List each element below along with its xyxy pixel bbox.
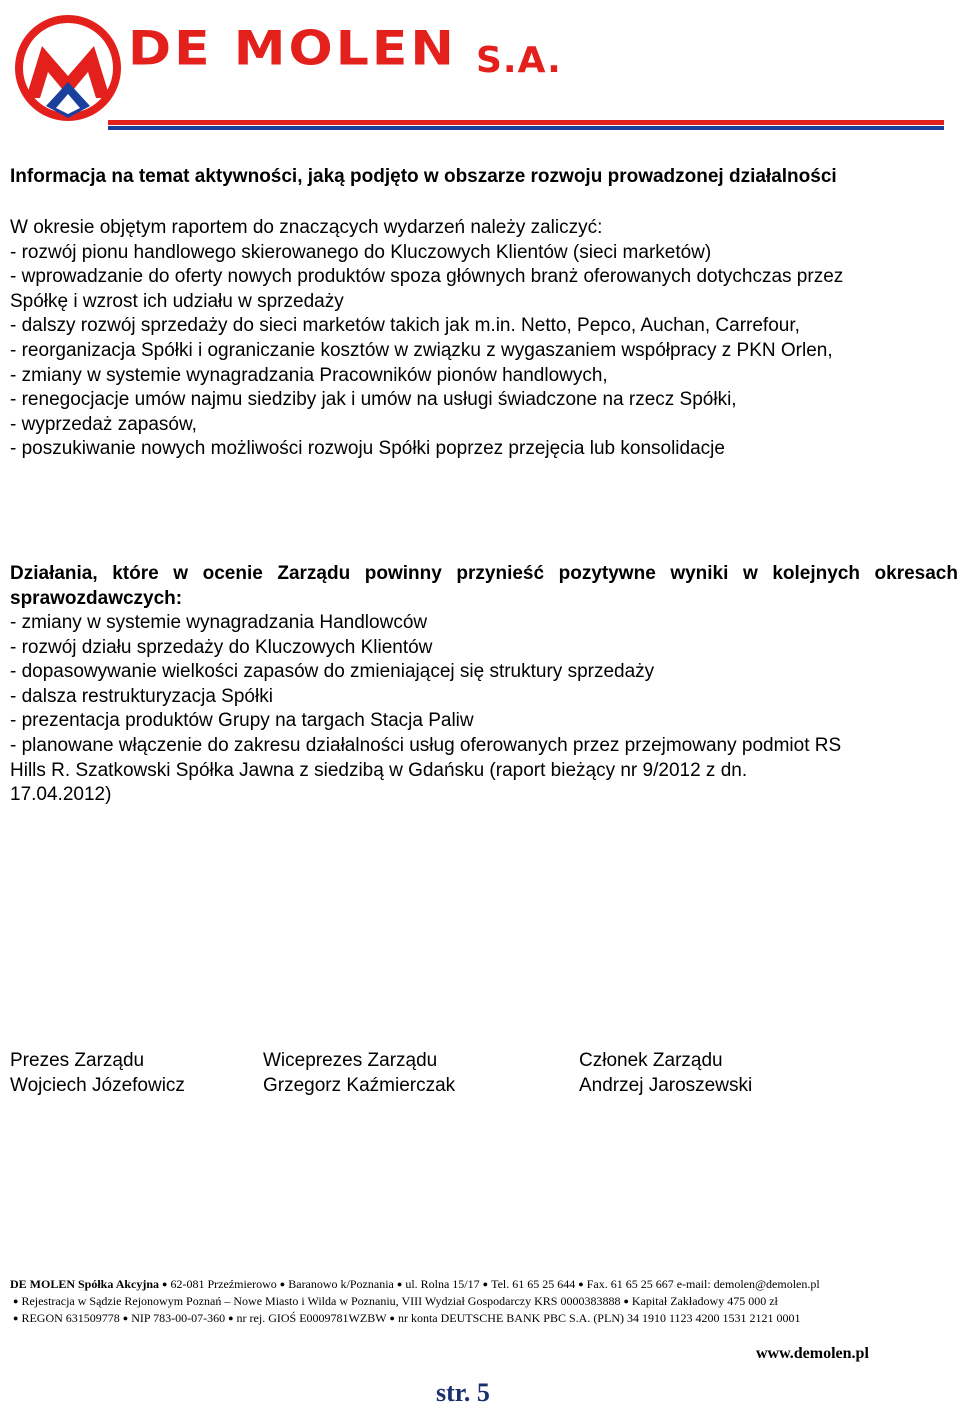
- website-link[interactable]: www.demolen.pl: [756, 1345, 869, 1362]
- list-item: - rozwój pionu handlowego skierowanego do Kluczowych Klientów (sieci marketów): [10, 241, 712, 263]
- footer-item: 62-081 Przeźmierowo: [170, 1277, 277, 1291]
- bullet-icon: ●: [228, 1313, 234, 1323]
- list-item: - poszukiwanie nowych możliwości rozwoju Spółki poprzez przejęcia lub konsolidacje: [10, 438, 725, 460]
- list-item: - wyprzedaż zapasów,: [10, 413, 197, 435]
- footer-item: REGON 631509778: [21, 1311, 120, 1325]
- list-item: Hills R. Szatkowski Spółka Jawna z siedzibą w Gdańsku (raport bieżący nr 9/2012 z dn.: [10, 759, 748, 781]
- signature-name: Grzegorz Kaźmierczak: [263, 1075, 456, 1096]
- activity-list: [10, 216, 843, 462]
- list-item: - reorganizacja Spółki i ograniczanie kosztów w związku z wygaszaniem współpracy z PKN Orlen,: [10, 339, 833, 361]
- bullet-icon: ●: [578, 1279, 584, 1289]
- list-item: - dalsza restrukturyzacja Spółki: [10, 685, 273, 707]
- list-item: W okresie objętym raportem do znaczących wydarzeń należy zaliczyć:: [10, 217, 603, 238]
- section-heading-activity: Informacja na temat aktywności, jaką podjęto w obszarze rozwoju prowadzonej działalności: [10, 166, 837, 187]
- list-item: - rozwój działu sprzedaży do Kluczowych Klientów: [10, 636, 433, 658]
- footer-line-address: [10, 1277, 820, 1292]
- bullet-icon: ●: [13, 1313, 19, 1323]
- bullet-icon: ●: [482, 1279, 489, 1289]
- bullet-icon: ●: [279, 1279, 286, 1289]
- footer-line-registration: [10, 1294, 778, 1309]
- footer-item: Tel. 61 65 25 644: [491, 1277, 576, 1291]
- bullet-icon: ●: [623, 1296, 629, 1306]
- signature-name: Wojciech Józefowicz: [10, 1075, 185, 1096]
- company-name: DE MOLEN: [128, 22, 457, 77]
- signature-role: Członek Zarządu: [579, 1050, 723, 1071]
- page-number: str. 5: [436, 1378, 490, 1407]
- list-item: 17.04.2012): [10, 784, 112, 806]
- signature-name: Andrzej Jaroszewski: [579, 1075, 753, 1096]
- header-rule-blue: [108, 126, 944, 130]
- de-molen-logo: [12, 14, 124, 122]
- header-rule-red: [108, 120, 944, 125]
- signature-role: Prezes Zarządu: [10, 1050, 145, 1071]
- company-suffix: S.A.: [476, 40, 562, 81]
- bullet-icon: ●: [122, 1313, 129, 1323]
- bullet-icon: ●: [162, 1279, 168, 1289]
- list-item: - planowane włączenie do zakresu działalności usług oferowanych przez przejmowany podmiot RS: [10, 734, 842, 756]
- signature-president: [10, 1048, 185, 1098]
- footer-company: DE MOLEN Spółka Akcyjna: [10, 1277, 160, 1291]
- list-item: - wprowadzanie do oferty nowych produktów spoza głównych branż oferowanych dotychczas przez: [10, 266, 844, 288]
- bullet-icon: ●: [396, 1279, 403, 1289]
- list-item: - renegocjacje umów najmu siedziby jak i umów na usługi świadczone na rzecz Spółki,: [10, 389, 737, 411]
- footer-item: Fax. 61 65 25 667 e-mail: demolen@demolen.pl: [586, 1277, 820, 1291]
- footer-item: NIP 783-00-07-360: [131, 1311, 226, 1325]
- footer-item: Baranowo k/Poznania: [288, 1277, 394, 1291]
- signature-vice-president: [263, 1048, 455, 1098]
- footer-item: Rejestracja w Sądzie Rejonowym Poznań – Nowe Miasto i Wilda w Poznaniu, VIII Wydział Gospodarczy KRS 0000383888: [21, 1294, 621, 1308]
- footer-item: ul. Rolna 15/17: [405, 1277, 480, 1291]
- footer-item: nr konta DEUTSCHE BANK PBC S.A. (PLN) 34 1910 1123 4200 1531 2121 0001: [397, 1311, 801, 1325]
- section-heading-actions: Działania, które w ocenie Zarządu powinny przynieść pozytywne wyniki w kolejnych okresach sprawozdawczych:: [10, 563, 958, 609]
- list-item: - dalszy rozwój sprzedaży do sieci marketów takich jak m.in. Netto, Pepco, Auchan, Carrefour,: [10, 315, 800, 337]
- footer-line-ids: [10, 1311, 801, 1326]
- list-item: - zmiany w systemie wynagradzania Handlowców: [10, 612, 428, 633]
- footer-item: nr rej. GIOŚ E0009781WZBW: [236, 1311, 387, 1325]
- footer-item: Kapitał Zakładowy 475 000 zł: [631, 1294, 778, 1308]
- list-item: Spółkę i wzrost ich udziału w sprzedaży: [10, 290, 344, 312]
- list-item: - prezentacja produktów Grupy na targach Stacja Paliw: [10, 710, 474, 732]
- signature-role: Wiceprezes Zarządu: [263, 1050, 438, 1071]
- list-item: - zmiany w systemie wynagradzania Pracowników pionów handlowych,: [10, 364, 608, 386]
- bullet-icon: ●: [13, 1296, 19, 1306]
- list-item: - dopasowywanie wielkości zapasów do zmieniającej się struktury sprzedaży: [10, 661, 655, 683]
- actions-list: [10, 611, 841, 808]
- bullet-icon: ●: [389, 1313, 395, 1323]
- signature-board-member: [579, 1048, 752, 1098]
